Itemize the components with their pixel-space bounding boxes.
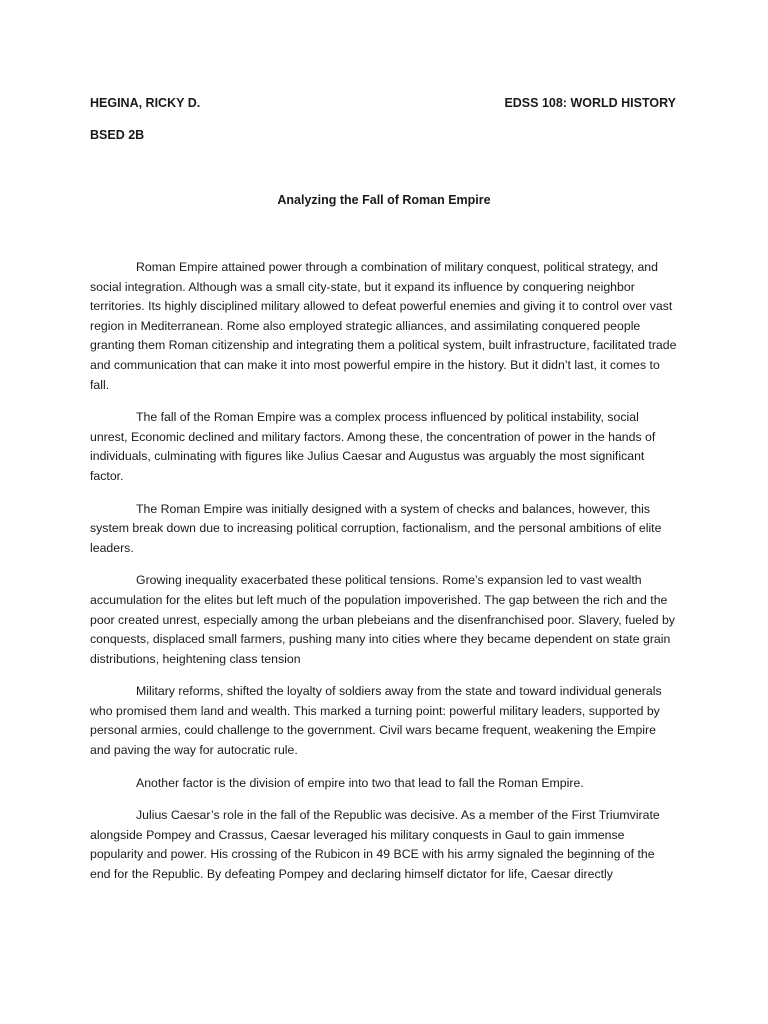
paragraph: Another factor is the division of empire into two that lead to fall the Roman Empire.: [136, 775, 584, 790]
document-body: [90, 258, 678, 898]
paragraph: The fall of the Roman Empire was a complex process influenced by political instability, social unrest, Economic declined and military factors. Among these, the concentration of power in the hands of individuals, culminating with figures like Julius Caesar and Augustus was arguably the most significant factor.: [90, 410, 656, 483]
author-name: HEGINA, RICKY D.: [90, 96, 201, 110]
document-title: Analyzing the Fall of Roman Empire: [277, 193, 491, 207]
paragraph: Julius Caesar’s role in the fall of the Republic was decisive. As a member of the First Triumvirate alongside Pompey and Crassus, Caesar leveraged his military conquests in Gaul to gain immense popularity and power. His crossing of the Rubicon in 49 BCE with his army signaled the beginning of the end for the Republic. By defeating Pompey and declaring himself dictator for life, Caesar directly: [90, 808, 660, 882]
class-section: BSED 2B: [90, 128, 145, 142]
paragraph: Growing inequality exacerbated these political tensions. Rome’s expansion led to vast wealth accumulation for the elites but left much of the population impoverished. The gap between the rich and the poor created unrest, especially among the urban plebeians and the disenfranchised poor. Slavery, fueled by conquests, displaced small farmers, pushing many into cities where they became dependent on state grain distributions, heightening class tension: [90, 573, 675, 666]
paragraph: Roman Empire attained power through a combination of military conquest, political strategy, and social integration. Although was a small city-state, but it expand its influence by conquering neighbor territories. Its highly disciplined military allowed to defeat powerful enemies and giving it to control over vast region in Mediterranean. Rome also employed strategic alliances, and assimilating conquered people granting them Roman citizenship and integrating them a political system, built infrastructure, facilitated trade and communication that can make it into most powerful empire in the history. But it didn’t last, it comes to fall.: [90, 260, 677, 392]
paragraph: The Roman Empire was initially designed with a system of checks and balances, however, this system break down due to increasing political corruption, factionalism, and the personal ambitions of elite leaders.: [90, 501, 662, 555]
course-title: EDSS 108: WORLD HISTORY: [504, 96, 676, 110]
paragraph: Military reforms, shifted the loyalty of soldiers away from the state and toward individual generals who promised them land and wealth. This marked a turning point: powerful military leaders, supported by personal armies, could challenge to the government. Civil wars became frequent, weakening the Empire and paving the way for autocratic rule.: [90, 684, 662, 758]
